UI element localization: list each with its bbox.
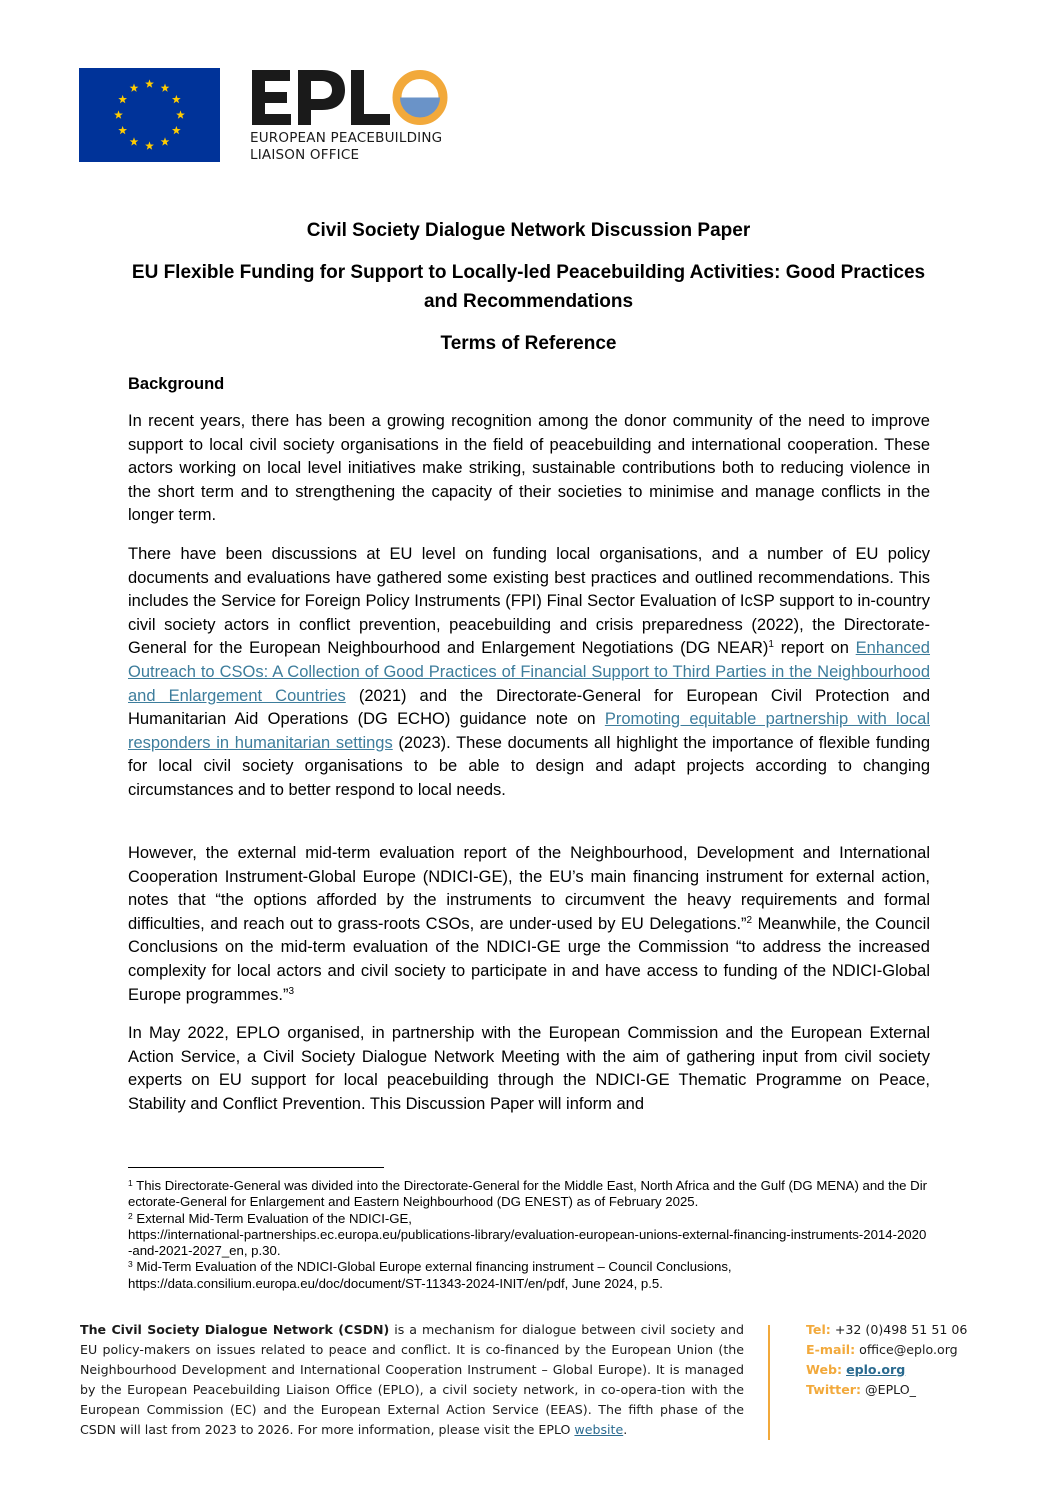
footer-website-link[interactable]: website	[574, 1422, 624, 1437]
eplo-wordmark	[250, 66, 450, 128]
footer-divider	[768, 1325, 770, 1440]
paragraph-4: In May 2022, EPLO organised, in partnership with the European Commission and the European External Action Service, a Civil Society Dialogue Network Meeting with the aim of gathering input from civil society experts on EU support for local peacebuilding through the NDICI-GE Thematic Programme on Peace, Stability and Conflict Prevention. This Discussion Paper will inform and	[128, 1024, 930, 1113]
footnote-2-url[interactable]: https://international-partnerships.ec.europa.eu/publications-library/evaluation-european-unions-external-financing-instruments-2014-2020-and-2021-2027_en, p.30.	[128, 1226, 927, 1259]
eu-star-icon	[145, 79, 154, 87]
footnote-divider	[128, 1167, 384, 1168]
eu-star-icon	[130, 137, 139, 145]
footer-description: The Civil Society Dialogue Network (CSDN) is a mechanism for dialogue between civil society and EU policy-makers on issues related to peace and conflict. It is co-financed by the European Union (the Neighbourhood Development and International Cooperation Instrument – Global Europe). It is managed by the European Peacebuilding Liaison Office (EPLO), a civil society network, in co-opera-tion with the European Commission (EC) and the European External Action Service (EEAS). The fifth phase of the CSDN will last from 2023 to 2026. For more information, please visit the EPLO website.	[80, 1322, 744, 1437]
contact-email: E-mail: office@eplo.org	[806, 1342, 958, 1357]
footnote-3-url[interactable]: https://data.consilium.europa.eu/doc/document/ST-11343-2024-INIT/en/pdf, June 2024, p.5.	[128, 1275, 663, 1291]
document-subtitle: EU Flexible Funding for Support to Locally-led Peacebuilding Activities: Good Practices and Recommendations	[131, 262, 926, 312]
paragraph-2: There have been discussions at EU level on funding local organisations, and a number of EU policy documents and evaluations have gathered some existing best practices and outlined recommendations. This includes the Service for Foreign Policy Instruments (FPI) Final Sector Evaluation of IcSP support to in-country civil society actors in conflict prevention, peacebuilding and crisis preparedness (2022), the Directorate-General for the European Neighbourhood and Enlargement Negotiations (DG NEAR)$^1$ report on Enhanced Outreach to CSOs: A Collection of Good Practices of Financial Support to Third Parties in the Neighbourhood and Enlargement Countries (2021) and the Directorate-General for European Civil Protection and Humanitarian Aid Operations (DG ECHO) guidance note on Promoting equitable partnership with local responders in humanitarian settings (2023). These documents all highlight the importance of flexible funding for local civil society organisations to be able to design and adapt projects according to changing circumstances and to better respond to local needs.	[128, 545, 930, 799]
eplo-subtitle: EUROPEAN PEACEBUILDING LIAISON OFFICE	[250, 130, 443, 163]
eu-star-icon	[172, 126, 181, 134]
eu-star-icon	[172, 95, 181, 103]
eu-star-icon	[130, 84, 139, 92]
eu-stars-icon	[79, 68, 220, 162]
footnote-2: $^2$ External Mid-Term Evaluation of the NDICI-GE, https://international-partnerships.ec.europa.eu/publications-library/evaluation-european-unions-external-financing-instruments-2014-2020-and-2021-2027_en, p.30.	[128, 1210, 927, 1259]
paragraph-1: In recent years, there has been a growing recognition among the donor community of the need to improve support to local civil society organisations in the field of peacebuilding and international cooperation. These actors working on local level initiatives make striking, sustainable contributions both to reducing violence in the short term and to strengthening the capacity of their societies to minimise and manage conflicts in the longer term.	[128, 412, 930, 525]
footnote-ref-2[interactable]: 2	[746, 914, 753, 926]
section-heading-background: Background	[128, 375, 225, 393]
footnote-3: $^3$ Mid-Term Evaluation of the NDICI-Global Europe external financing instrument – Council Conclusions, https://data.consilium.europa.eu/doc/document/ST-11343-2024-INIT/en/pdf, June 2024, p.5.	[128, 1259, 732, 1291]
eplo-logo	[250, 66, 450, 164]
eu-star-icon	[145, 141, 154, 149]
document-type: Terms of Reference	[440, 333, 617, 354]
eu-star-icon	[118, 95, 127, 103]
eu-star-icon	[114, 110, 123, 118]
footnote-1: $^1$ This Directorate-General was divided into the Directorate-General for the Middle East, North Africa and the Gulf (DG MENA) and the Directorate-General for Enlargement and Eastern Neighbourhood (DG ENEST) as of February 2025.	[128, 1178, 928, 1210]
footnotes	[128, 1178, 930, 1292]
contact-web: Web: eplo.org	[806, 1362, 906, 1377]
contact-web-link[interactable]: eplo.org	[846, 1362, 906, 1377]
contact-tel: Tel: +32 (0)498 51 51 06	[806, 1322, 968, 1337]
eu-star-icon	[176, 110, 185, 118]
footer-contact	[806, 1320, 1036, 1400]
eu-flag-logo	[79, 68, 220, 162]
eu-star-icon	[161, 84, 170, 92]
link-equitable-partnership-guidance[interactable]: Promoting equitable partnership with local responders in humanitarian settings	[128, 710, 930, 752]
contact-twitter: Twitter: @EPLO_	[806, 1382, 916, 1397]
footnote-ref-1[interactable]: 1	[768, 639, 774, 651]
eu-star-icon	[161, 137, 170, 145]
footnote-ref-3[interactable]: 3	[288, 985, 295, 997]
document-title: Civil Society Dialogue Network Discussion Paper	[306, 220, 751, 241]
link-enhanced-outreach-report[interactable]: Enhanced Outreach to CSOs: A Collection of Good Practices of Financial Support to Third Parties in the Neighbourhood and Enlargement Countries	[128, 639, 930, 705]
eu-star-icon	[118, 126, 127, 134]
paragraph-3: However, the external mid-term evaluation report of the Neighbourhood, Development and International Cooperation Instrument-Global Europe (NDICI-GE), the EU’s main financing instrument for external action, notes that “the options afforded by the instruments to circumvent the heavy requirements and formal difficulties, and reach out to grass-roots CSOs, are under-used by EU Delegations.”$^2$ Meanwhile, the Council Conclusions on the mid-term evaluation of the NDICI-GE urge the Commission “to address the increased complexity for local actors and civil society to participate in and have access to funding of the NDICI-Global Europe programmes.”$^3$	[128, 844, 930, 1004]
